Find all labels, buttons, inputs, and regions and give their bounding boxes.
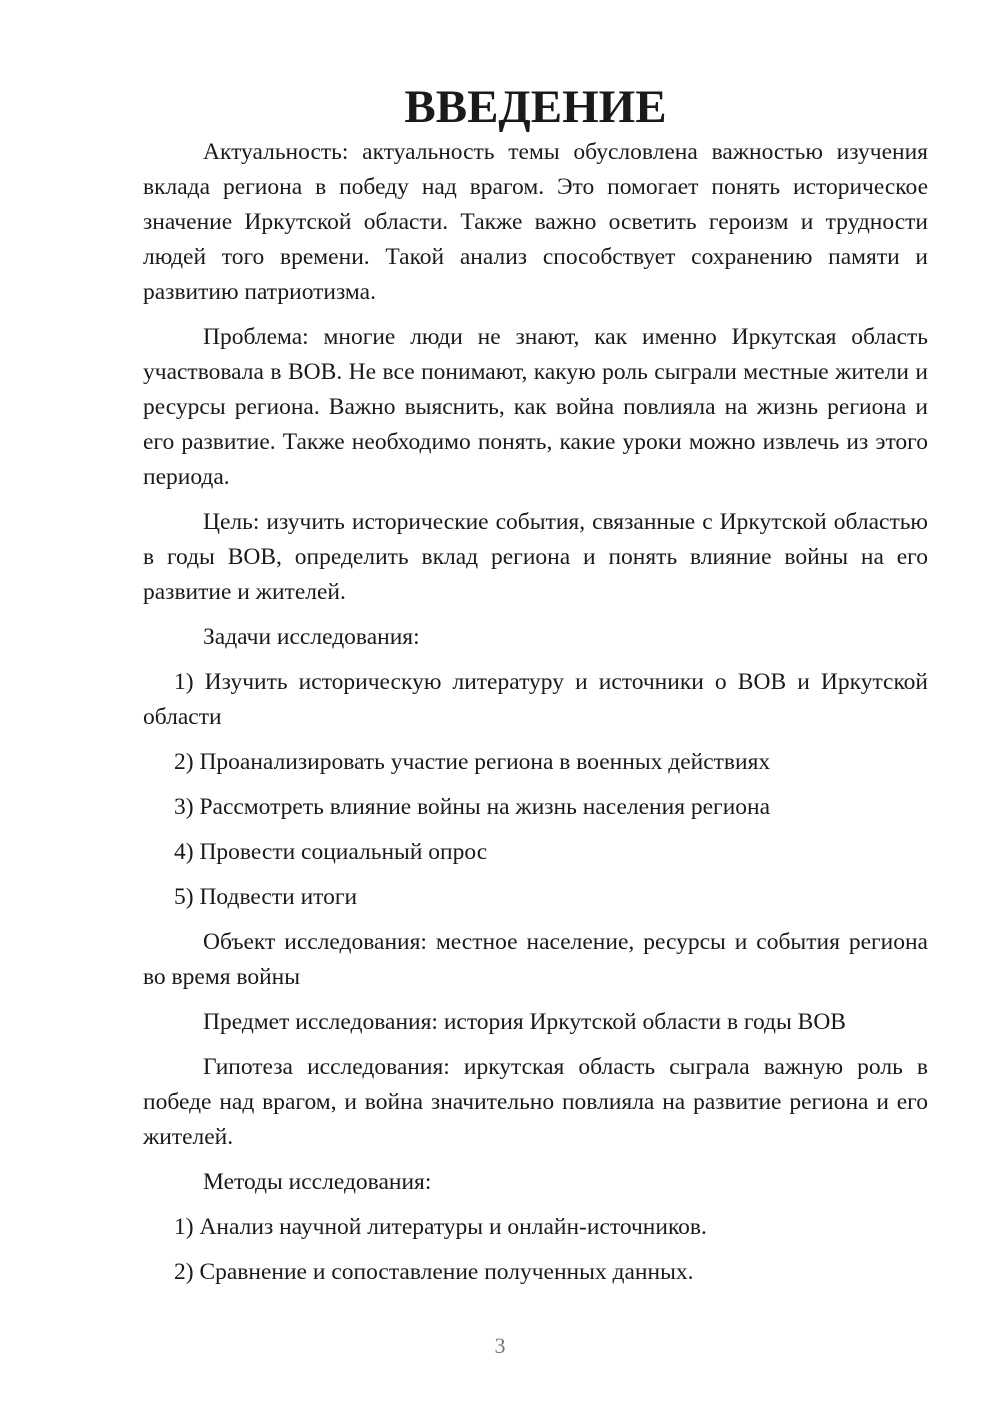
task-item: 4) Провести социальный опрос [174, 839, 488, 865]
page-content [143, 81, 928, 1300]
method-item: 1) Анализ научной литературы и онлайн-источников. [174, 1214, 707, 1240]
problem-paragraph: Проблема: многие люди не знают, как именно Иркутская область участвовала в ВОВ. Не все понимают, какую роль сыграли местные жители и ресурсы региона. Важно выяснить, как война повлияла на жизнь региона и его развитие. Также необходимо понять, какие уроки можно извлечь из этого периода. [143, 324, 928, 490]
task-item: 5) Подвести итоги [174, 884, 358, 910]
hypothesis-paragraph: Гипотеза исследования: иркутская область сыграла важную роль в победе над врагом, и война значительно повлияла на развитие региона и его жителей. [143, 1054, 928, 1150]
task-item: 1) Изучить историческую литературу и источники о ВОВ и Иркутской области [143, 669, 928, 730]
page-title: ВВЕДЕНИЕ [404, 81, 667, 133]
task-item: 3) Рассмотреть влияние войны на жизнь населения региона [174, 794, 771, 820]
goal-paragraph: Цель: изучить исторические события, связанные с Иркутской областью в годы ВОВ, определить вклад региона и понять влияние войны на его развитие и жителей. [143, 509, 928, 605]
task-item: 2) Проанализировать участие региона в военных действиях [174, 749, 771, 775]
subject-paragraph: Предмет исследования: история Иркутской области в годы ВОВ [203, 1009, 846, 1035]
tasks-heading: Задачи исследования: [203, 624, 420, 650]
relevance-paragraph: Актуальность: актуальность темы обусловлена важностью изучения вклада региона в победу над врагом. Это помогает понять историческое значение Иркутской области. Также важно осветить героизм и трудности людей того времени. Такой анализ способствует сохранению памяти и развитию патриотизма. [143, 139, 928, 305]
method-item: 2) Сравнение и сопоставление полученных данных. [174, 1259, 694, 1285]
methods-heading: Методы исследования: [203, 1169, 432, 1195]
page-number: 3 [494, 1333, 506, 1358]
object-paragraph: Объект исследования: местное население, ресурсы и события региона во время войны [143, 929, 928, 990]
